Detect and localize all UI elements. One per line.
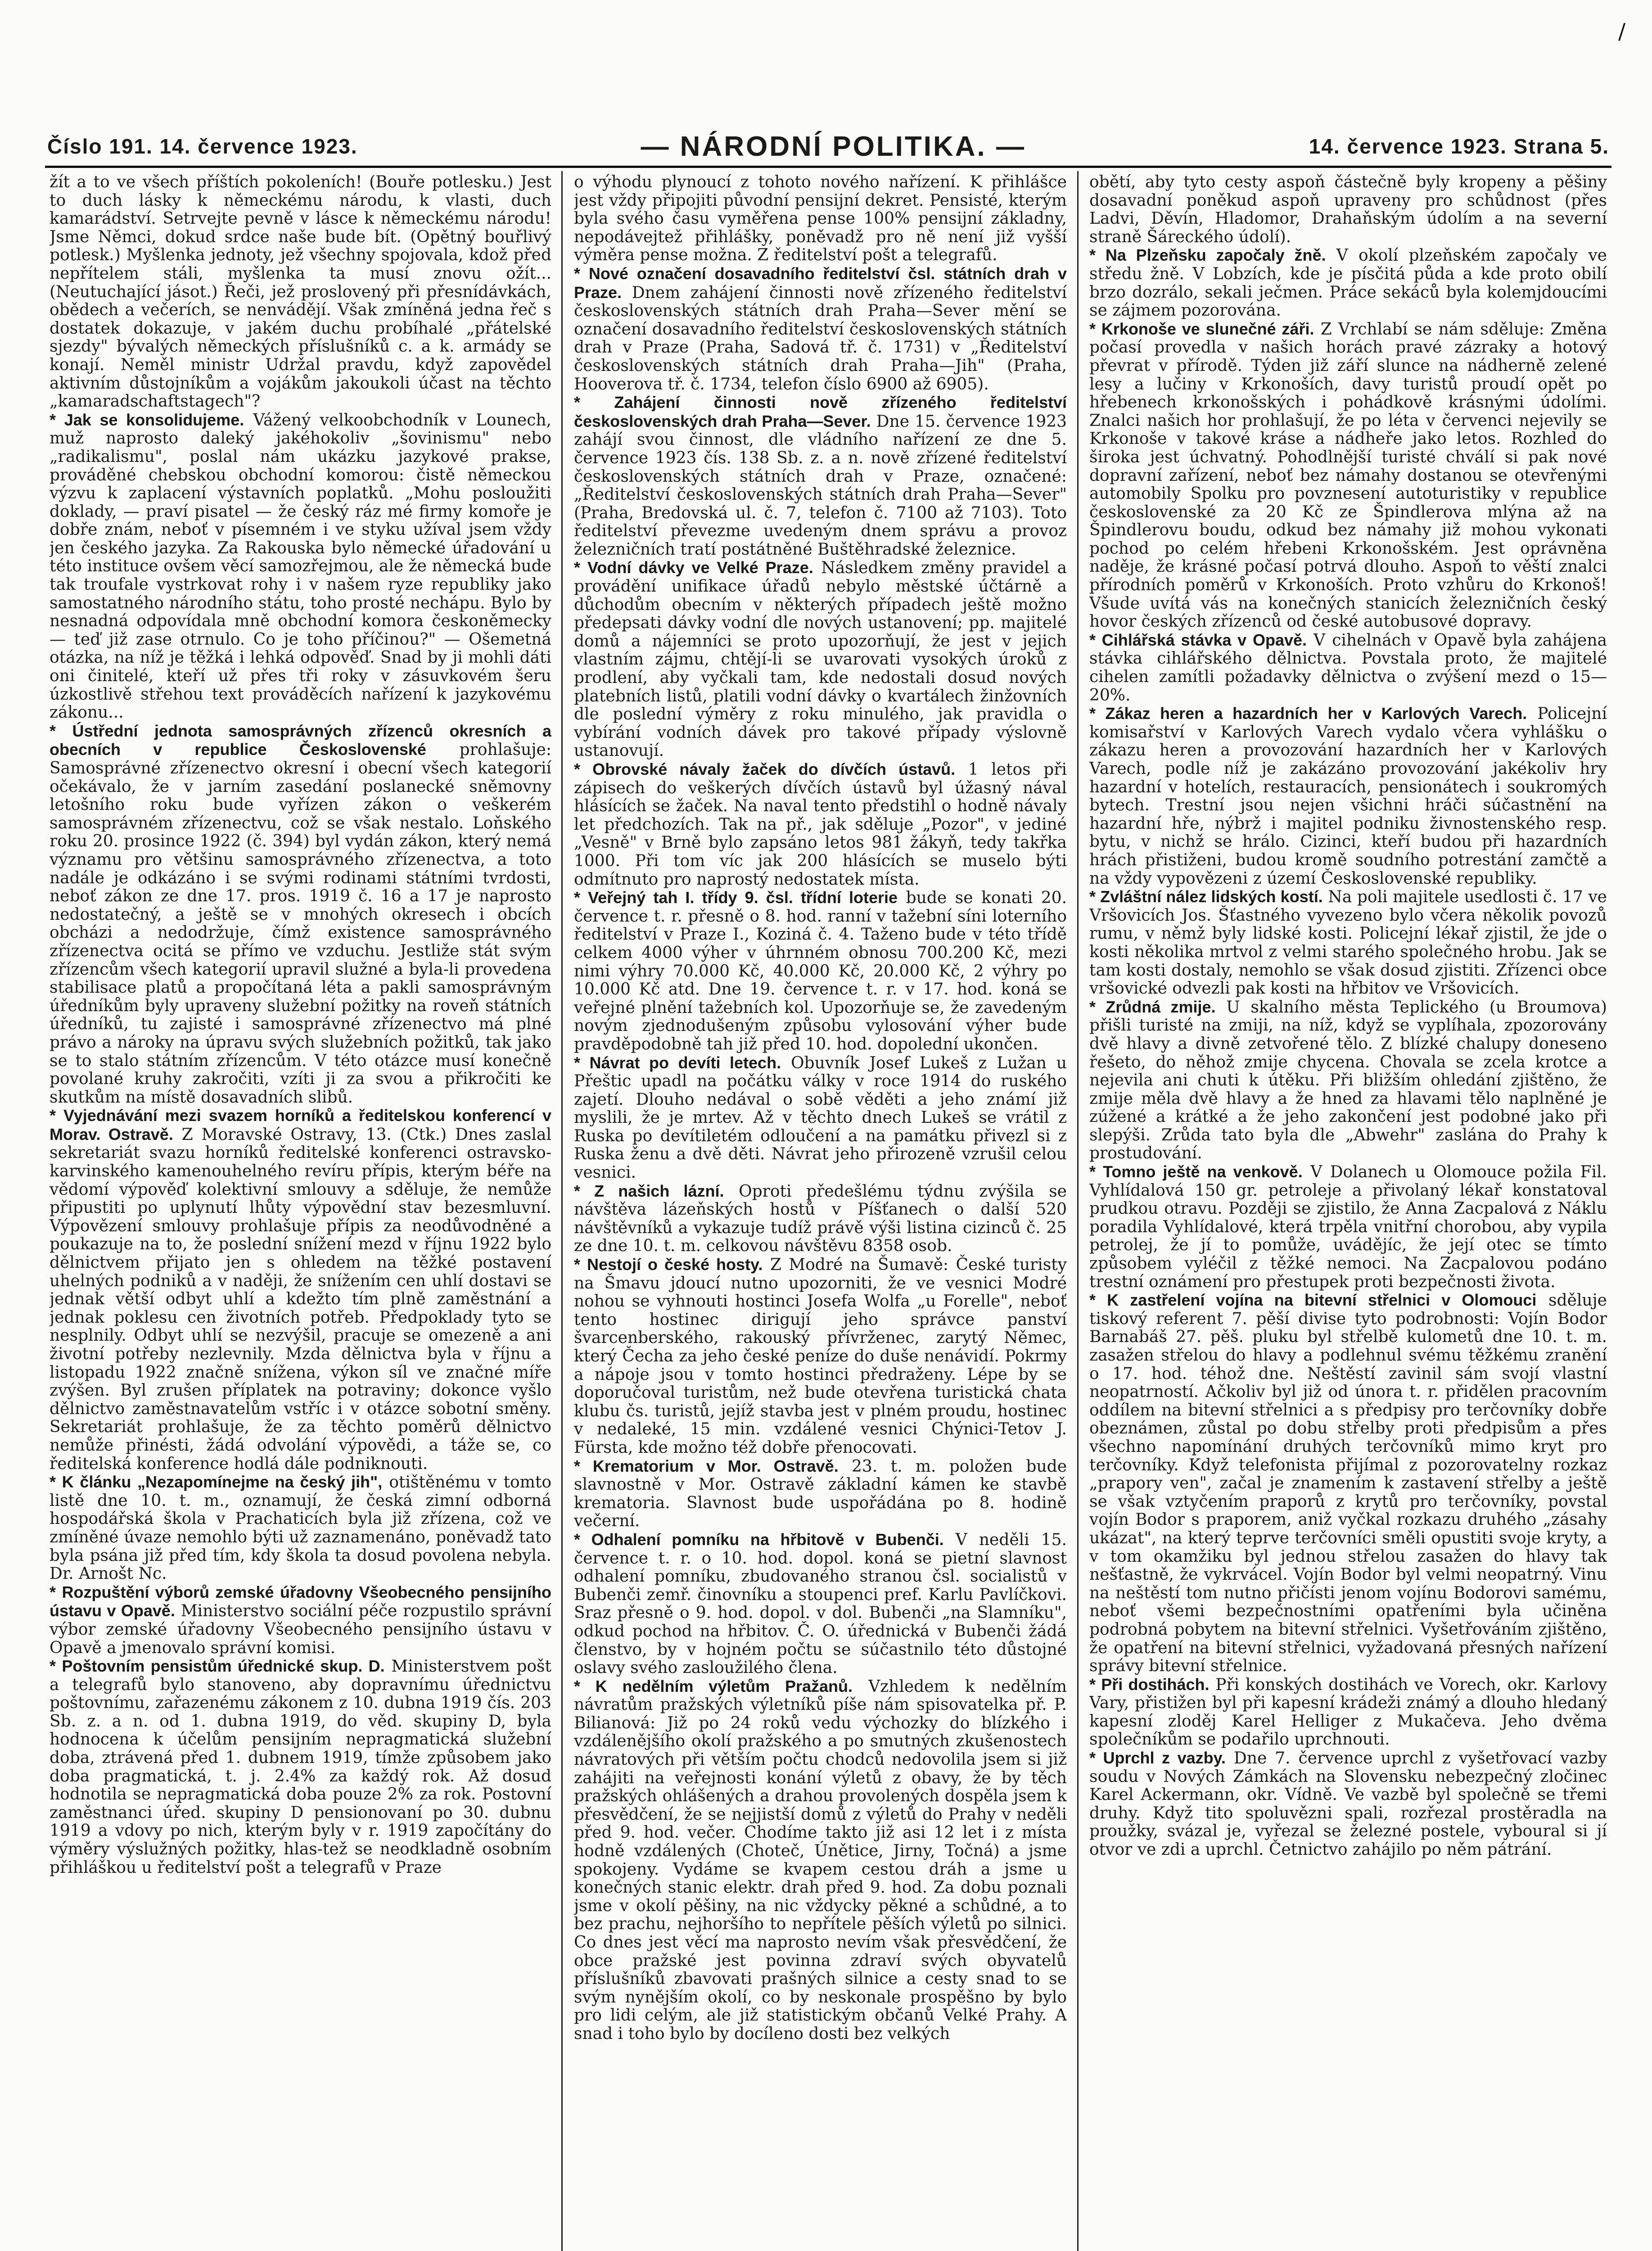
article-headline: * Ústřední jednota samosprávných zřízenců okresních a obecních v republice Československé <box>50 722 551 759</box>
article <box>574 1457 1067 1531</box>
article-headline: * Při dostihách. <box>1089 1675 1210 1694</box>
article-text: V okolí plzeňském započaly ve středu žně. V Lobzích, kde je písčitá půda a kde proto obilí brzo dozrálo, sekali ječmen. Práce sekáců byla kolemjdoucími se zájmem pozorována. <box>1089 246 1607 320</box>
article <box>50 722 551 1107</box>
article-text: Oproti předešlému týdnu zvýšila se návštěva lázeňských hostů v Píšťanech o další 520 návštěvníků a vykazuje tudíž právě výši listina cizinců č. 25 ze dne 10. t. m. celkovou návštěvu 8358 osob. <box>574 1182 1067 1256</box>
article-headline: * Obrovské návaly žaček do dívčích ústavů. <box>574 760 955 778</box>
article <box>1089 173 1607 246</box>
article-headline: * Na Plzeňsku započaly žně. <box>1089 246 1326 264</box>
article-headline: * Uprchl z vazby. <box>1089 1749 1226 1767</box>
column-2 <box>574 173 1067 2251</box>
article <box>574 265 1067 393</box>
article-text: Obuvník Josef Lukeš z Lužan u Přeštic upadl na počátku války v roce 1914 do ruského zajetí. Dlouho nedával o sobě věděti a jeho známí již myslili, že je mrtev. Až v těchto dnech Lukeš se vrátil z Ruska po devítiletém odloučení a na památku přivezl si z Ruska ženu a dvě děti. Návrat jeho přirozeně vzrušil celou vesnici. <box>574 1053 1067 1182</box>
article-headline: * K článku „Nezapomínejme na český jih", <box>50 1473 382 1491</box>
article-headline: * Zvláštní nález lidských kostí. <box>1089 887 1323 906</box>
article-text: bude se konati 20. července t. r. přesně o 8. hod. ranní v tažební síni loterního ředitelství v Praze I., Koziná č. 4. Taženo bude v této třídě celkem 4000 výher v úhrnném obnosu 700.200 Kč, mezi nimi výhry 70.000 Kč, 40.000 Kč, 20.000 Kč, 2 výhry po 10.000 Kč atd. Dne 19. července t. r. v 17. hod. koná se veřejné plnění tažebních kol. Upozorňuje se, že zavedeným novým zjednodušeným způsobu vylosování výher bude pravděpodobně tah již před 10. hod. dopolední ukončen. <box>574 889 1067 1053</box>
article-text: Z Vrchlabí se nám sděluje: Změna počasí provedla v našich horách pravé zázraky a hotový převrat v přírodě. Týden již září slunce na nádherně zelené lesy a lučiny v Krkonoších, davy turistů proudí opět po hřebenech krkonošských i pohádkově krásnými údolími. Znalci našich hor prohlašují, že po léta v červenci nejevily se Krkonoše v takové kráse a nádheře jako letos. Rozhled do široka jest úchvatný. Pohodlnější turisté chválí si pak nové dopravní zařízení, neboť bez námahy dostanou se otevřenými automobily Spolku pro povznesení autoturistiky v republice československé za 20 Kč ze Špindlerova mlýna až na Špindlerovu boudu, odkud bez námahy již mohou vykonati pochod po celém hřebeni Krkonošském. Jest oprávněna naděje, že krásné počasí potrvá dlouho. Aspoň to věští znalci přírodních poměrů v Krkonoších. Proto vzhůru do Krkonoš! Všude uvítá vás na konečných stanicích železničních český hovor českých zřízenců od české autobusové dopravy. <box>1089 320 1607 631</box>
article-text: V cihelnách v Opavě byla zahájena stávka cihlářského dělnictva. Povstala proto, že majitelé cihelen zamítli požadavky dělnictva o zvýšení mezd o 15—20%. <box>1089 631 1607 705</box>
article-headline: * K zastřelení vojína na bitevní střelnici v Olomouci <box>1089 1291 1536 1309</box>
article-headline: * Zrůdná zmije. <box>1089 998 1216 1016</box>
article-text: sděluje tiskový referent 7. pěší divise tyto podrobnosti: Vojín Bodor Barnabáš 27. pěš. pluku byl střelbě kulometů dne 10. t. m. zasažen střelou do hlavy a podlehnul svému těžkému zranění o 17. hod. téhož dne. Neštěstí zavinil sám svojí vlastní neopatrností. Ačkoliv byl již od února t. r. přidělen pracovním oddílem na bitevní střelnici a s předpisy pro terčovníky dobře obeznámen, zůstal po dobu střelby proti předpisům a přes všechno napomínání druhých terčovníků mimo kryt pro terčovníky. Když telefonista přijímal z pozorovatelny rozkaz „prapory ven", začal je znamením k zastavení střelby a ještě se však vztyčením praporů z krytů pro terčovníky, povstal vojín Bodor s praporem, aniž vyčkal rozkazu druhého „zásahy ukázat", na který teprve terčovníci směli opustiti svoje kryty, a v tom okamžiku byl jednou střelou zasažen do hlavy tak nešťastně, že vykrvácel. Vojín Bodor byl velmi neopatrný. Vinu na neštěstí tom nutno přičísti jenom vojínu Bodorovi samému, neboť všemi bezpečnostními opatřeními byla učiněna podrobná pobytem na bitevní střelnici. Vyšetřováním zjištěno, že opatření na bitevní střelnici, vyžadovaná přesných nařízení správy bitevní střelnice. <box>1089 1291 1607 1676</box>
article-text: otištěnému v tomto listě dne 10. t. m., oznamují, že česká zimní odborná hospodářská škola v Prachaticích byla již zřízena, což ve zmíněné úvaze nemohlo býti už zaznamenáno, poněvadž tato byla psána již před tím, kdy škola ta dosud povolena nebyla. Dr. Arnošt Nc. <box>50 1473 551 1583</box>
article <box>1089 631 1607 705</box>
article <box>50 1583 551 1657</box>
article-text: Ministerstvem pošt a telegrafů bylo stanoveno, aby dopravnímu úřednictvu poštovnímu, zařazenému zákonem z 10. dubna 1919 čís. 203 Sb. z. a n. od 1. dubna 1919, do věd. skupiny D, byla hodnocena k účelům pensijním nepragmatická služební doba, ztrávená před 1. dubnem 1919, tímže způsobem jako doba pragmatická, t. j. 2.4% za každý rok. Až dosud hodnotila se nepragmatická doba pouze 2% za rok. Postovní zaměstnanci úřed. skupiny D pensionovaní po 30. dubnu 1919 a vdovy po nich, kterým byly v r. 1919 započítány do výměry výslužných požitky, hlas-tež se neodkladně osobním přihláškou u ředitelství pošt a telegrafů v Praze <box>50 1657 551 1877</box>
article-headline: * Tomno ještě na venkově. <box>1089 1162 1303 1181</box>
article <box>1089 320 1607 631</box>
article-headline: * Nestojí o české hosty. <box>574 1255 763 1274</box>
article-text: 1 letos při zápisech do veškerých dívčích ústavů byl úžasný nával hlásících se žaček. Na naval tento předstihl o hodně návaly let předchozích. Tak na př., jak sděluje „Pozor", v jediné „Vesně" v Brně bylo zapsáno letos 981 žákyň, tedy takřka 1000. Při tom víc jak 200 hlásících se muselo býti odmítnuto pro naprostý nedostatek místa. <box>574 760 1067 889</box>
article <box>50 1107 551 1473</box>
article <box>574 760 1067 889</box>
article <box>1089 998 1607 1163</box>
article <box>574 1677 1067 2043</box>
article <box>1089 705 1607 888</box>
article <box>50 1657 551 1877</box>
article <box>574 889 1067 1053</box>
article <box>50 1473 551 1583</box>
corner-mark: / <box>1618 19 1626 44</box>
page-header <box>47 128 1609 164</box>
article-text: Vzhledem k nedělním návratům pražských výletníků píše nám spisovatelka př. P. Bilianová: Již po 24 roků vedu výchozky do blízkého i vzdálenějšího okolí pražského a po smutných zkušenostech návratových při větším počtu chodců nedovolila jsem si již zahájiti na veřejnosti konání výletů z obavy, že by těch pražských ohlášených a drahou provolených dospěla jsem k přesvědčení, že se nejjistší domů z výletů do Prahy v neděli před 9. hod. večer. Chodíme takto již asi 12 let i z místa hodně vzdálených (Choteč, Únětice, Jirny, Točná) a jsme spokojeny. Vydáme se kvapem cestou dráh a jsme u konečných stanic elektr. drah před 9. hod. Za dobu poznali jsme v okolí pěšiny, na nic vždycky pěkné a schůdné, a to bez prachu, nejhoršího to nepřítele pěších výletů po silnici. Co dnes jest věcí ma naprosto nevím však přesvědčení, že obce pražské jest povinna zdraví svých obyvatelů příslušníků zbavovati prašných silnice a cesty snad to se svým nynějším okolí, co by neskonale prospěšno by bylo pro lidi celým, ale již statistickým občanů Velké Prahy. A snad i toho bylo by docíleno dosti bez velkých <box>574 1677 1067 2043</box>
header-rule <box>45 166 1611 168</box>
column-divider <box>1077 171 1079 2251</box>
article-text: Při konských dostihách ve Vorech, okr. Karlovy Vary, přistižen byl při kapesní krádeži známý a dlouho hledaný kapesní zloděj Karel Helliger z Mukačeva. Jeho dvěma společníkům se podařilo uprchnouti. <box>1089 1675 1607 1749</box>
article-headline: * Z našich lázní. <box>574 1182 724 1200</box>
article <box>1089 1676 1607 1749</box>
article <box>1089 1291 1607 1675</box>
article-text: obětí, aby tyto cesty aspoň částečně byly kropeny a pěšiny dosavadní poněkud aspoň upraveny pro schůdnost (přes Ladvi, Děvín, Hladomor, Drahaňským údolím a na severní straně Šáreckého údolí). <box>1089 173 1607 246</box>
article-headline: * Poštovním pensistům úřednické skup. D. <box>50 1657 385 1675</box>
article <box>1089 1163 1607 1291</box>
article-headline: * Krematorium v Mor. Ostravě. <box>574 1457 839 1475</box>
article-text: V Dolanech u Olomouce požila Fil. Vyhlídalová 150 gr. petroleje a přivolaný lékař konstatoval prudkou otravu. Později se zjistilo, že Anna Zacpalová z Náklu poradila Vyhlídalové, která trpěla vnitřní chorobou, aby vypila petrolej, že jí to pomůže, uvádějíc, že její otec se tímto způsobem vyléčil z těžké nemoci. Na Zacpalovou podáno trestní oznámení pro přestupek proti bezpečnosti života. <box>1089 1163 1607 1291</box>
article-text: Z Moravské Ostravy, 13. (Ctk.) Dnes zaslal sekretariát svazu horníků ředitelské konferenci ostravsko-karvinského kamenouhelného revíru přípis, kterým béře na vědomí výpověď kolektivní smlouvy a sděluje, že nemůže připustiti po uplynutí lhůty výpovědní stav bezesmluvní. Výpovězení smlouvy prohlašuje přípis za neodůvodněné a poukazuje na to, že poslední snížení mezd v říjnu 1922 bylo dělnictvem přijato jen s ohledem na těžké postavení uhelných podniků a v naději, že snížením cen uhlí dostavi se jednak větší odbyt uhlí a kdežto tím plně zaměstnání a jednak poklesu cen životních potřeb. Předpoklady tyto se nesplnily. Odbyt uhlí se nezvýšil, pracuje se omezeně a ani životní potřeby nezlevnily. Mzda dělnictva byla v říjnu a listopadu 1922 značně snížena, výkon síl ve značné míře zvýšen. Byl zrušen příplatek na potraviny; dokonce vyšlo dělnictvo zaměstnavatelům vstříc i v otázce sobotní směny. Sekretariát prohlašuje, že za těchto poměrů dělnictvo nemůže přinésti, žádá odvolání výpovědi, a táže se, co ředitelská konference hodlá dále podniknouti. <box>50 1125 551 1473</box>
article <box>574 559 1067 760</box>
article <box>50 173 551 411</box>
column-3 <box>1089 173 1607 2251</box>
article-text: Policejní komisařství v Karlových Varech vydalo včera vyhlášku o zákazu heren a provozování hazardních her v Karlových Varech, podle níž je zakázáno provozování jakékoliv hry hazardní v hotelích, restauracích, pensionátech i soukromých bytech. Trestní jsou nejen všichni hráči súčastnění na hazardní hře, nýbrž i majitel podniku živnostenského resp. bytu, v nichž se hrálo. Cizinci, kteří budou při hazardních hrách přistiženi, budou kromě soudního potrestání zamčtě a na vždy vypovězeni z území Československé republiky. <box>1089 705 1607 888</box>
date-page: 14. července 1923. Strana 5. <box>1309 135 1609 158</box>
article <box>1089 1749 1607 1859</box>
article-headline: * Zákaz heren a hazardních her v Karlových Varech. <box>1089 704 1527 723</box>
article <box>50 411 551 722</box>
article-headline: * K nedělním výletům Pražanů. <box>574 1677 853 1695</box>
article-headline: * Jak se konsolidujeme. <box>50 411 244 429</box>
article-text: Dne 7. července uprchl z vyšetřovací vazby soudu v Nových Zámkách na Slovensku nebezpečný zločinec Karel Ackermann, okr. Vídně. Ve vazbě byl společně se třemi druhy. Když tito spoluvězni spali, rozřezal prostěradla na proužky, svázal je, vyřezal se železné postele, vyboural si jí otvor ve zdi a uprchl. Četnictvo zahájilo po něm pátrání. <box>1089 1749 1607 1859</box>
article <box>574 1531 1067 1677</box>
article-headline: * Návrat po devíti letech. <box>574 1053 781 1072</box>
article <box>574 1054 1067 1182</box>
article <box>574 173 1067 265</box>
article-headline: * Krkonoše ve slunečné záři. <box>1089 320 1314 338</box>
article-text: V neděli 15. července t. r. o 10. hod. dopol. koná se pietní slavnost odhalení pomníku, zbudovaného stranou čsl. socialistů v Bubenči zemř. činovníku a stoupenci pref. Karlu Pavlíčkovi. Sraz přesně o 9. hod. dopol. v dol. Bubenči „na Slamníku", odkud pochod na hřbitov. Č. O. úřednická v Bubenči žádá členstvo, by v hojném počtu se súčastnilo této důstojné oslavy svého zasloužilého člena. <box>574 1530 1067 1677</box>
newspaper-title: — NÁRODNÍ POLITIKA. — <box>641 131 1026 162</box>
article <box>574 393 1067 559</box>
article-headline: * Zahájení činnosti nově zřízeného ředitelství československých drah Praha—Sever. <box>574 393 1067 430</box>
article-headline: * Veřejný tah I. třídy 9. čsl. třídní loterie <box>574 888 898 907</box>
article-text: U skalního města Teplického (u Broumova) přišli turisté na zmiji, na níž, když se vyplíhala, zpozorovány dvě hlavy a divně zetvořené tělo. Z blízké chalupy doneseno řešeto, do něhož zmije chycena. Chovala se zcela krotce a nejevila ani chuti k útěku. Při bližším ohledání zjištěno, že zmije měla dvě hlavy a že hned za hlavami tělo naplněné je zúžené a krátké a že jeho zakončení jest podobné jako při slepýši. Zrůda tato byla dle „Abwehr" zaslána do Prahy k prostudování. <box>1089 998 1607 1163</box>
article-text: Ministerstvo sociální péče rozpustilo správní výbor zemské úřadovny Všeobecného pensijního ústavu v Opavě a jmenovalo správní komisi. <box>50 1602 551 1657</box>
issue-label: Číslo 191. 14. července 1923. <box>47 135 358 158</box>
article-headline: * Vyjednávání mezi svazem horníků a ředitelskou konferencí v Morav. Ostravě. <box>50 1106 551 1144</box>
article <box>1089 888 1607 998</box>
article-headline: * Odhalení pomníku na hřbitově v Bubenči. <box>574 1530 944 1549</box>
article-text: Z Modré na Šumavě: České turisty na Šmavu jdoucí nutno upozorniti, že ve vesnici Modré nohou se vyhnouti hostinci Josefa Wolfa „u Forelle", neboť tento hostinec dirigují jeho správce panství švarcenberského, rakouský přívrženec, zarytý Němec, který Čecha za jeho české peníze do duše nenávidí. Pokrmy a nápoje jsou v tomto hostinci předraženy. Lépe by se doporučoval turistům, než bude otevřena turistická chata klubu čs. turistů, jejíž stavba jest v plném proudu, hostinec v nedaleké, 15 min. vzdálené vesnici Chýnici-Tetov J. Fürsta, kde možno též dobře přenocovati. <box>574 1256 1067 1457</box>
article-headline: * Vodní dávky ve Velké Praze. <box>574 558 813 577</box>
article <box>574 1182 1067 1256</box>
column-divider <box>561 171 563 2251</box>
article-headline: * Rozpuštění výborů zemské úřadovny Všeobecného pensijního ústavu v Opavě. <box>50 1583 551 1620</box>
article <box>1089 246 1607 320</box>
article-text: Na poli majitele usedlosti č. 17 ve Vršovicích Jos. Šťastného vyvezeno bylo včera několik povozů rumu, v němž byly lidské kosti. Policejní lékař zjistil, že jde o kosti několika mrtvol z velmi starého společného hrobu. Jak se tam kosti dostaly, nemohlo se však dosud zjistiti. Zřízenci obce vršovické odvezli pak kosti na hřbitov ve Vršovicích. <box>1089 888 1607 998</box>
article-text: o výhodu plynoucí z tohoto nového nařízení. K přihlášce jest vždy připojiti původní pensijní dekret. Pensisté, kterým byla svého času vyměřena pense 100% pensijní základny, nepodávejtež přihlášky, poněvadž pro ně není již vyšší výměra pense možna. Z ředitelství pošt a telegrafů. <box>574 173 1067 265</box>
article-text: prohlašuje: Samosprávné zřízenectvo okresní i obecní všech kategorií očekávalo, že v jarním zasedání poslanecké sněmovny letošního roku bude vyřízen zákon o veškerém samosprávném zřízenectvu, což se však nestalo. Loňského roku 20. prosince 1922 (č. 394) byl vydán zákon, který nemá významu pro většinu samosprávného zřízenectva, a toto nadále je odkázáno i se svými rodinami státními tvrdosti, neboť zákon ze dne 17. pros. 1919 č. 16 a 17 je naprosto nedostatečný, a ještě se v mnohých okresech i obcích obcházi a nedodržuje, čímž existence samosprávného zřízenectva ocitá se přímo ve vzduchu. Jestliže stát svým zřízencům všech kategorií upravil služné a byla-li provedena stabilisace platů a propočítaná léta a pakli samosprávným úředníkům byly upraveny služební požitky na roveň státních úředníků, tu zajisté i samosprávné zřízenectvo má plné právo a nároky na úpravu svých služebních požitků, tak jako se to stalo státním zřízencům. V této otázce musí konečně povolané kruhy zakročiti, vzíti ji za svou a přikročiti ke skutkům na místě dosavadních slibů. <box>50 741 551 1107</box>
article-text: 23. t. m. položen bude slavnostně v Mor. Ostravě základní kámen ke stavbě krematoria. Slavnost bude uspořádána po 8. hodině večerní. <box>574 1457 1067 1531</box>
article-text: Vážený velkoobchodník v Lounech, muž naprosto daleký jakéhokoliv „šovinismu" nebo „radikalismu", poslal nám ukázku jazykové prakse, prováděné chebskou obchodní komorou: čistě německou výzvu k zaplacení výstavních poplatků. „Mohu posloužiti doklady, — praví pisatel — že český ráz mé firmy komoře je dobře znám, neboť v písemném i ve styku užíval jsem vždy jen českého jazyka. Za Rakouska bylo německé úřadování u této instituce ovšem věcí samozřejmou, ale že německá bude tak troufale vystrkovat rohy i v našem ryze republiky jako samostatného národního státu, toho prosté nechápu. Bylo by nesnadná odpovídala mně obchodní komora českoněmecky — teď již zase otrnulo. Co je toho příčinou?" — Ošemetná otázka, na níž je těžká i lehká odpověď. Snad by ji mohli dáti oni činitelé, kteří už přes tři roky v zásuvkovém šeru úzkostlivě střehou text prováděcích nařízení k jazykovému zákonu... <box>50 411 551 722</box>
article-text: žít a to ve všech příštích pokoleních! (Bouře potlesku.) Jest to duch lásky k německému národu, k vlasti, duch kamarádství. Setrvejte pevně v lásce k německému národu! Jsme Němci, dokud srdce naše bude bít. (Opětný bouřlivý potlesk.) Myšlenka jednoty, jež všechny spojovala, kdož před nepřítelem stáli, myšlenka ta musí znovu ožít... (Neutuchající jásot.) Řeči, jež proslovený při přesnídávkách, obědech a večerích, se nenvádějí. Však zmíněná jedna řeč s dostatek dokazuje, v jakém duchu probíhalé „přátelské sjezdy" bývalých německých příslušníků c. a k. armády se konají. Neměl ministr Udržal pravdu, když zapovědel aktivním důstojníkům a vojákům jakoukoli účast na těchto „kamaradschaftstagech"? <box>50 173 551 411</box>
article <box>574 1256 1067 1457</box>
article-headline: * Nové označení dosavadního ředitelství čsl. státních drah v Praze. <box>574 264 1067 302</box>
article-text: Následkem změny pravidel a provádění unifikace úřadů nebylo městské účtárně a důchodům obecním v některých případech ještě možno předepsati dávky vodní dle nových ustanovení; pp. majitelé domů a nájemníci se proto upozorňují, že jest v jejich vlastním zájmu, chtějí-li se uvarovati vysokých úroků z prodlení, aby vyčkali tam, kde nedostali dosud nových platebních listů, platili vodní dávky o kvartálech žinžovních dle poslední výměry z roku minulého, jak pravidla o vybírání vodních dávek pro takové případy výslovně ustanovují. <box>574 559 1067 760</box>
article-text: Dne 15. července 1923 zahájí svou činnost, dle vládního nařízení ze dne 5. července 1923 čís. 138 Sb. z. a n. nově zřízené ředitelství československých státních drah v Praze, označené: „Ředitelství československých státních drah Praha—Sever" (Praha, Bredovská ul. č. 7, telefon č. 7100 až 7103). Toto ředitelství převezme uvedeným dnem správu a provoz železničních tratí postátněné Buštěhradské železnice. <box>574 412 1067 559</box>
article-headline: * Cihlářská stávka v Opavě. <box>1089 631 1307 649</box>
article-text: Dnem zahájení činnosti nově zřízeného ředitelství československých státních drah Praha—Sever mění se označení dosavadního ředitelství československých státních drah v Praze (Praha, Sadová tř. č. 1731) v „Ředitelství československých státních drah Praha—Jih" (Praha, Hooverova tř. č. 1734, telefon číslo 6900 až 6905). <box>574 283 1067 393</box>
column-1 <box>50 173 551 2251</box>
